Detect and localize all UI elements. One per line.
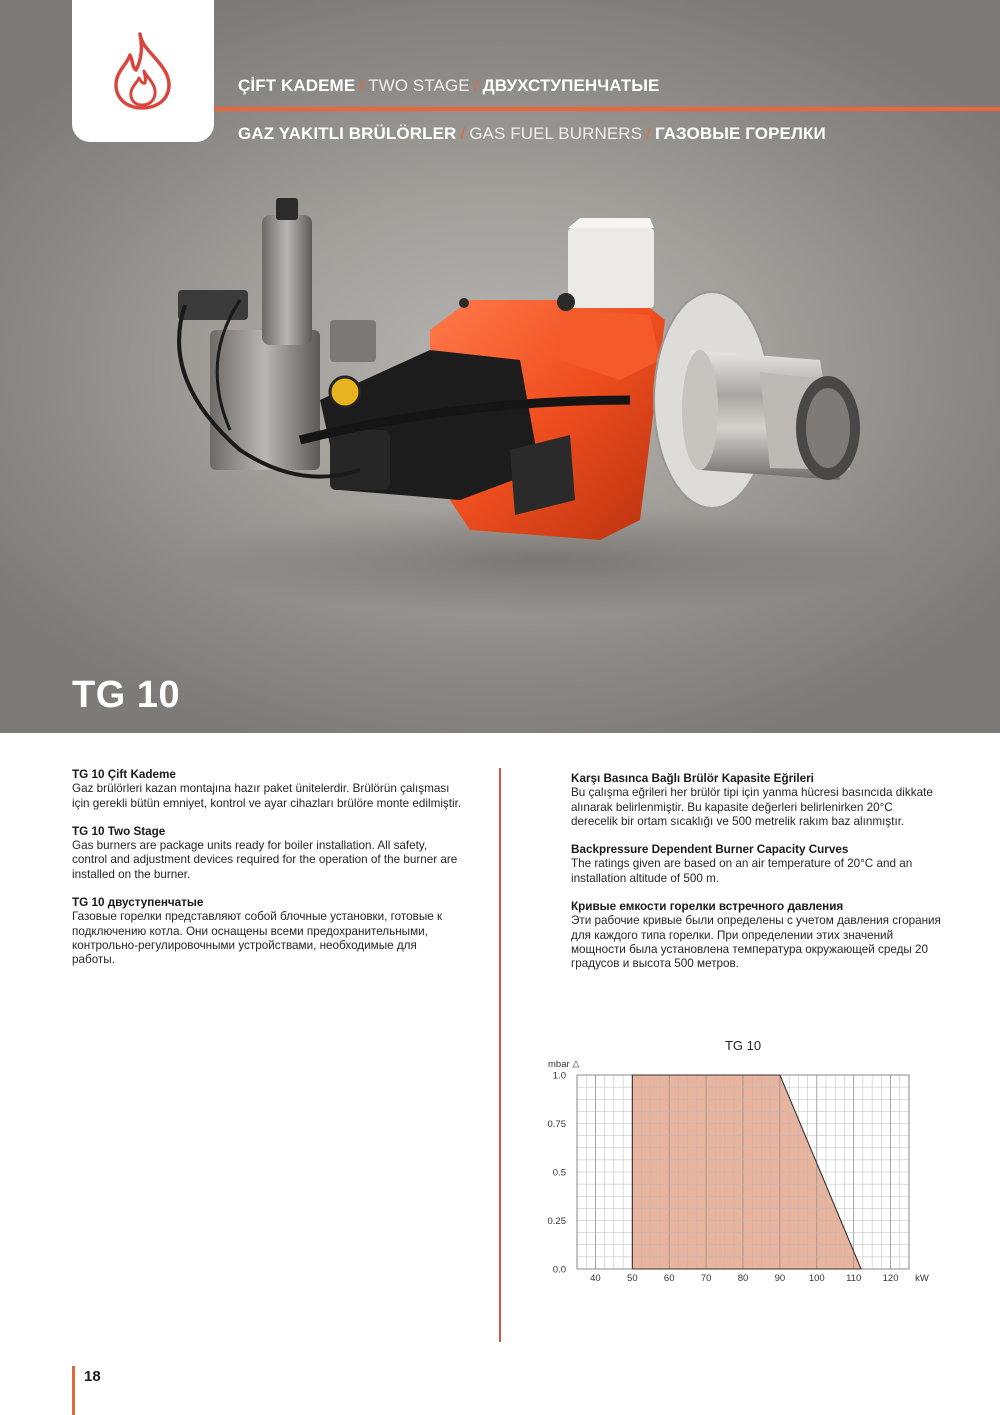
flame-icon (112, 31, 174, 111)
y-axis-arrow (573, 1061, 579, 1067)
description-text: Газовые горелки представляют собой блочные установки, готовые к подключению котла. Они оснащены всеми предохранительными, контрольно-регулировочными устройствами, необходимые для работы. (72, 910, 443, 967)
description-ru (72, 896, 462, 967)
x-tick-label: 70 (700, 1273, 712, 1284)
page-number: 18 (84, 1368, 101, 1385)
description-heading: TG 10 Two Stage (72, 824, 166, 838)
chart-title: TG 10 (724, 1038, 762, 1053)
header-separator: / (646, 124, 651, 143)
x-tick-label: 110 (846, 1273, 862, 1284)
header-line-2 (238, 124, 826, 144)
y-axis-label: mbar (548, 1059, 570, 1070)
description-heading: TG 10 Çift Kademe (72, 768, 176, 781)
x-tick-label: 60 (663, 1273, 675, 1284)
x-tick-label: 40 (590, 1273, 601, 1284)
x-axis-label: kW (915, 1273, 929, 1284)
x-tick-label: 90 (774, 1273, 786, 1284)
y-tick-label: 0.0 (552, 1264, 566, 1276)
header-line-1 (238, 76, 659, 96)
capacity-chart (540, 1030, 940, 1290)
capacity-note-ru (571, 900, 941, 971)
description-text: Gas burners are package units ready for boiler installation. All safety, control and adjustment devices required for the operation of the burner are installed on the burner. (72, 839, 458, 881)
capacity-text: Эти рабочие кривые были определены с учетом давления сгорания для каждого типа горелки. При определении этих значений мощности была установлена температура окружающей среды 20 градусов и высота 500 метров. (571, 914, 941, 971)
capacity-text: The ratings given are based on an air temperature of 20°C and an installation altitude of 500 m. (571, 857, 913, 885)
y-tick-label: 0.5 (552, 1167, 566, 1179)
description-text: Gaz brülörleri kazan montajına hazır paket ünitelerdir. Brülörün çalışması için gerekli bütün emniyet, kontrol ve ayar cihazları brülöre monte edilmiştir. (72, 782, 462, 810)
model-title: TG 10 (72, 674, 181, 716)
capacity-text: Bu çalışma eğrileri her brülör tipi için yanma hücresi basıncıda dikkate alınarak belirlenmiştir. Bu kapasite değerleri belirlenirken 20°C derecelik bir ortam sıcaklığı ve 500 metrelik rakım baz alınmıştır. (571, 786, 933, 828)
header-line-1-tr: ÇİFT KADEME (238, 76, 356, 95)
header-separator: / (473, 76, 479, 95)
capacity-chart-svg (540, 1030, 940, 1290)
header-accent-line (214, 107, 1000, 111)
right-column (571, 772, 941, 986)
description-tr (72, 768, 462, 811)
capacity-heading: Кривые емкости горелки встречного давления (571, 900, 844, 914)
header-separator: / (460, 124, 466, 143)
capacity-note-tr (571, 772, 941, 829)
header-line-1-ru: ДВУХСТУПЕНЧАТЫЕ (482, 76, 660, 95)
page-number-bar (72, 1366, 75, 1415)
y-tick-label: 0.25 (547, 1216, 566, 1227)
capacity-heading: Karşı Basınca Bağlı Brülör Kapasite Eğrileri (571, 772, 814, 785)
y-tick-label: 0.75 (547, 1119, 566, 1130)
column-divider (499, 768, 501, 1342)
header-line-2-ru: ГАЗОВЫЕ ГОРЕЛКИ (654, 124, 826, 143)
header-separator: / (359, 76, 365, 95)
x-tick-label: 100 (808, 1273, 825, 1284)
header-line-2-tr: GAZ YAKITLI BRÜLÖRLER (238, 124, 457, 143)
logo-tab (72, 0, 214, 142)
x-tick-label: 80 (737, 1273, 749, 1284)
capacity-heading: Backpressure Dependent Burner Capacity Curves (571, 843, 849, 857)
header-line-1-en: TWO STAGE (368, 76, 470, 95)
x-tick-label: 50 (627, 1273, 638, 1284)
description-en (72, 825, 462, 882)
description-heading: TG 10 двуступенчатые (72, 896, 204, 910)
capacity-note-en (571, 843, 941, 886)
x-tick-label: 120 (882, 1273, 899, 1284)
left-column (72, 768, 462, 982)
y-tick-label: 1.0 (552, 1070, 566, 1082)
header-line-2-en: GAS FUEL BURNERS (469, 124, 643, 143)
